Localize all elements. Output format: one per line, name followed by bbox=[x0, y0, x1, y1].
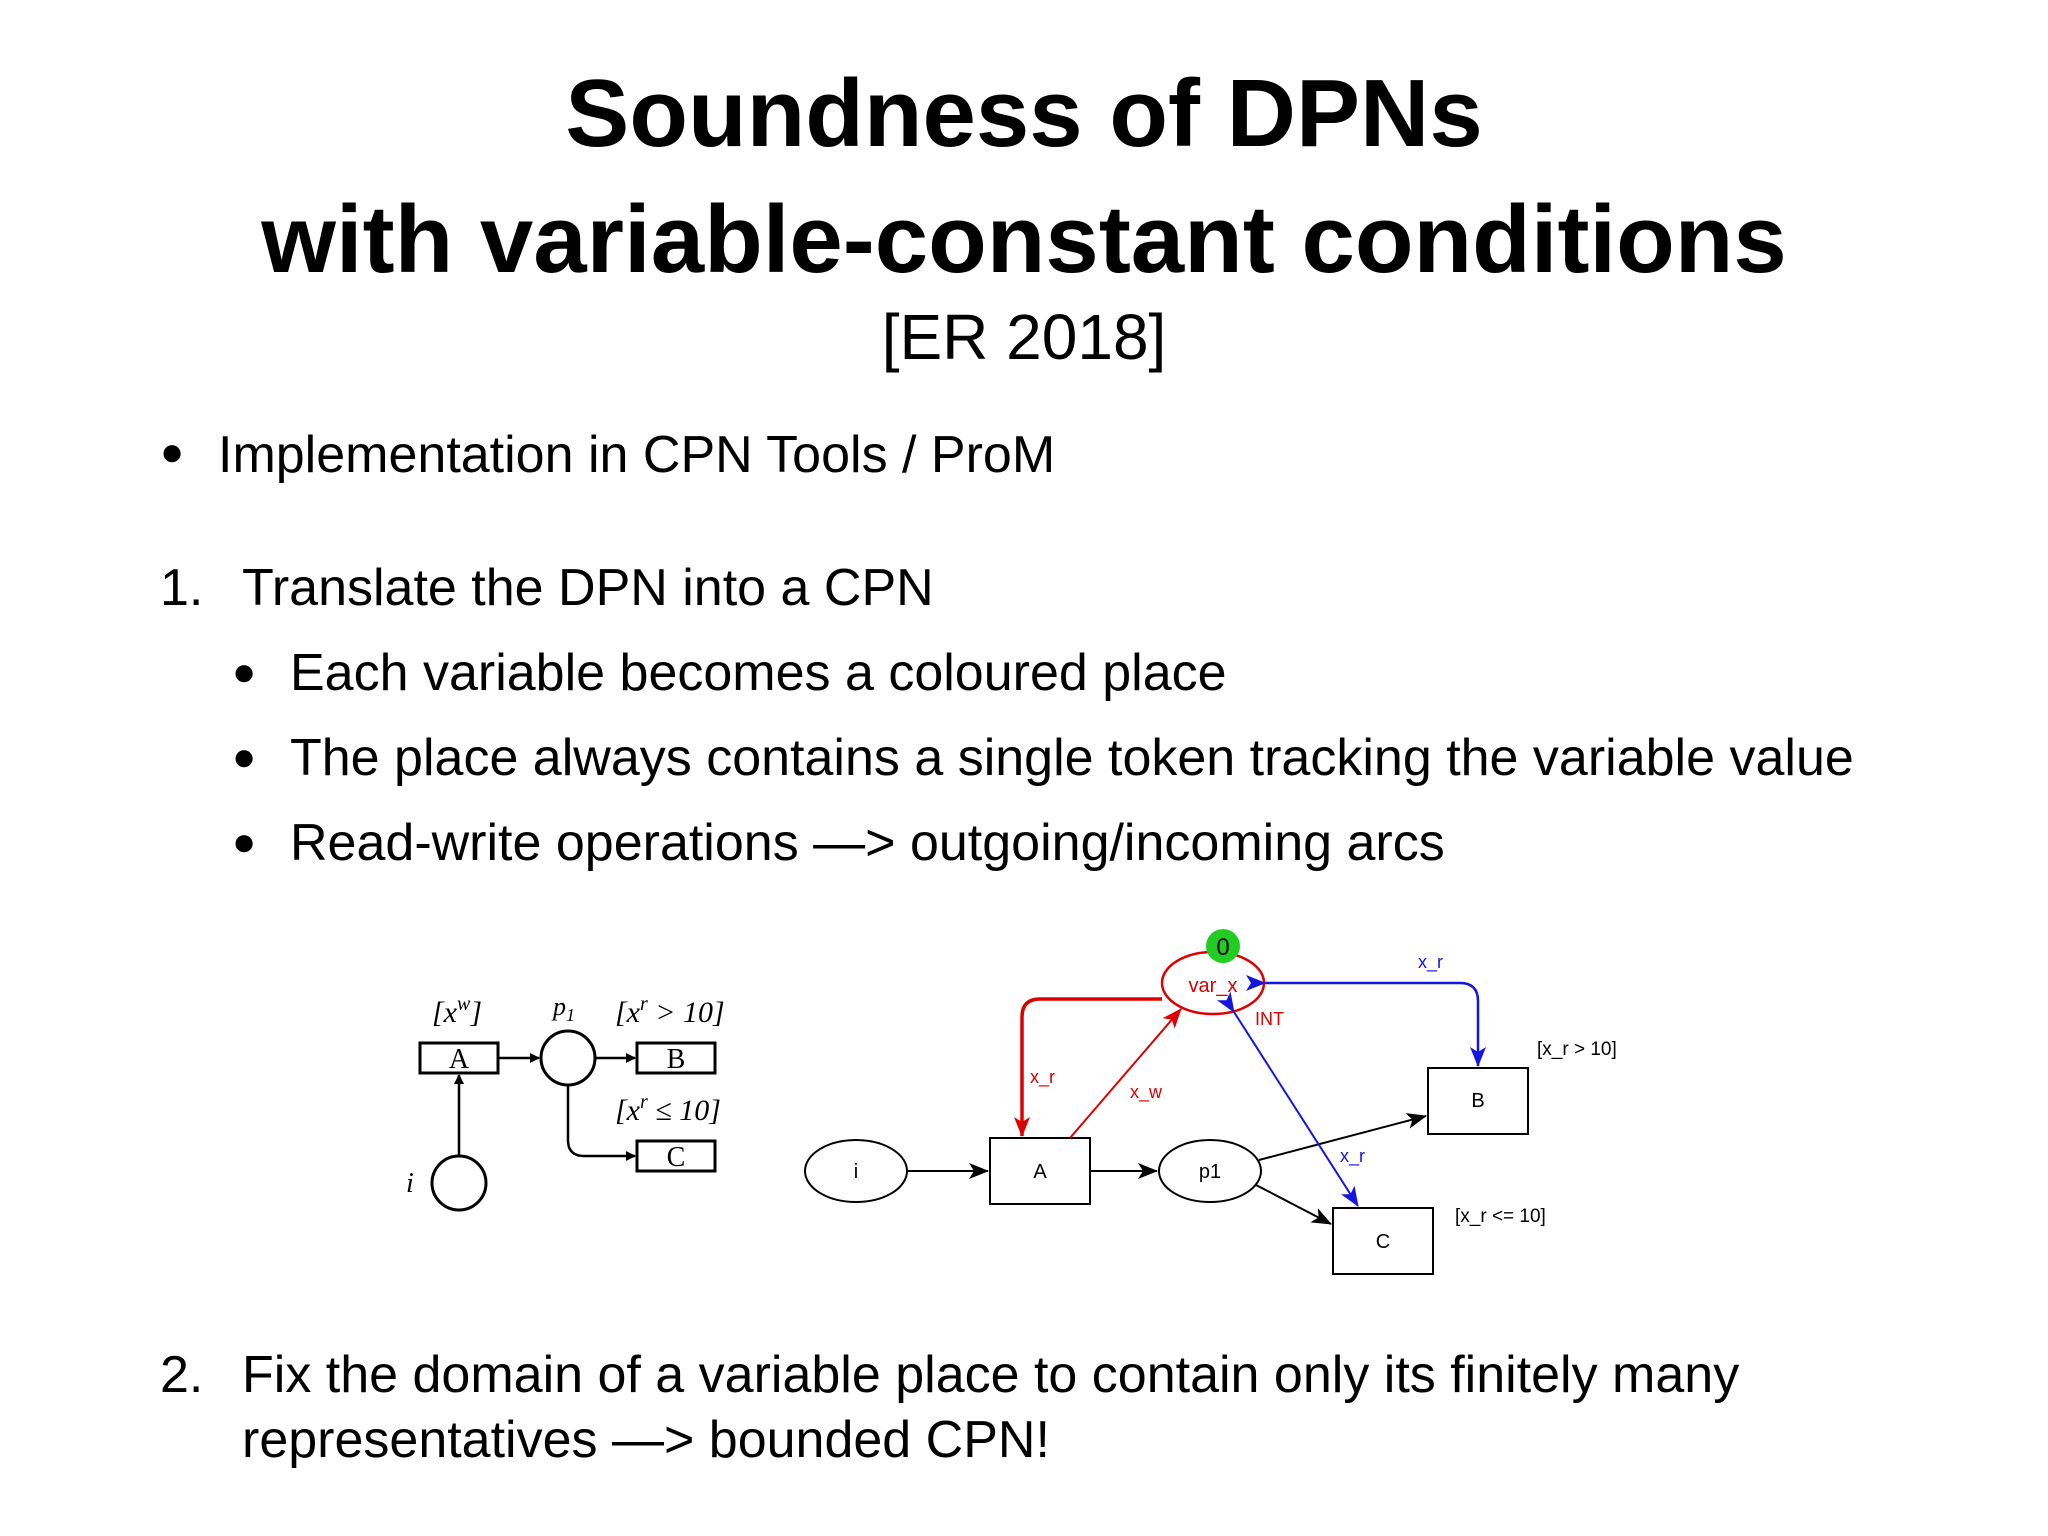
dpn-place-p1-label: $p_1$ bbox=[553, 992, 575, 1025]
cpn-arc-var-B-read bbox=[1265, 983, 1478, 1066]
cpn-guard-B: [x_r > 10] bbox=[1537, 1039, 1617, 1060]
cpn-net bbox=[805, 929, 1617, 1274]
bullet-implementation: Implementation in CPN Tools / ProM bbox=[218, 426, 1056, 484]
step2-number: 2. bbox=[160, 1346, 204, 1404]
step1-sub3: Read-write operations —> outgoing/incoming arcs bbox=[290, 814, 1445, 872]
dpn-place-i-label: i bbox=[406, 1168, 414, 1199]
bullet-dot: ● bbox=[160, 430, 185, 474]
cpn-guard-C: [x_r <= 10] bbox=[1455, 1206, 1546, 1227]
cpn-token-count: 0 bbox=[1216, 934, 1230, 961]
cpn-place-var-x-label: var_x bbox=[1188, 975, 1238, 997]
bullet-dot: ● bbox=[232, 650, 257, 694]
cpn-arc-var-A-label: x_r bbox=[1030, 1067, 1056, 1087]
step1-sub2: The place always contains a single token tracking the variable value bbox=[290, 729, 1854, 787]
dpn-guard-A: $[x^w]$ bbox=[432, 993, 483, 1029]
dpn-transition-B-label: B bbox=[666, 1044, 686, 1075]
dpn-guard-B: $[x^r > 10]$ bbox=[615, 993, 725, 1029]
bullet-dot: ● bbox=[232, 735, 257, 779]
slide-title-line1: Soundness of DPNs bbox=[565, 60, 1483, 167]
dpn-place-p1 bbox=[541, 1031, 595, 1085]
bullet-dot: ● bbox=[232, 820, 257, 864]
step1-text: Translate the DPN into a CPN bbox=[242, 559, 934, 617]
dpn-place-i bbox=[432, 1156, 486, 1210]
cpn-transition-C-label: C bbox=[1375, 1231, 1391, 1253]
dpn-transition-C-label: C bbox=[666, 1142, 686, 1173]
cpn-arc-p1-C bbox=[1256, 1185, 1331, 1224]
dpn-guard-C: $[x^r \le 10]$ bbox=[615, 1091, 721, 1127]
step2-line1: Fix the domain of a variable place to contain only its finitely many bbox=[242, 1346, 1740, 1404]
cpn-arc-A-var-write bbox=[1070, 1009, 1181, 1138]
dpn-transition-A-label: A bbox=[448, 1044, 470, 1075]
cpn-place-p1-label: p1 bbox=[1198, 1161, 1222, 1183]
cpn-place-i-label: i bbox=[853, 1161, 859, 1183]
cpn-arc-var-B-label: x_r bbox=[1418, 952, 1444, 972]
step1-number: 1. bbox=[160, 559, 204, 617]
cpn-transition-B-label: B bbox=[1471, 1090, 1485, 1112]
slide-title-line2: with variable-constant conditions bbox=[261, 186, 1787, 293]
cpn-colour-set: INT bbox=[1255, 1009, 1284, 1029]
step1-sub1: Each variable becomes a coloured place bbox=[290, 644, 1227, 702]
dpn-net bbox=[406, 992, 725, 1210]
cpn-arc-var-C-label: x_r bbox=[1340, 1146, 1366, 1166]
slide-reference: [ER 2018] bbox=[881, 301, 1167, 373]
cpn-arc-A-var-label: x_w bbox=[1130, 1082, 1163, 1102]
cpn-transition-A-label: A bbox=[1033, 1161, 1047, 1183]
step2-line2: representatives —> bounded CPN! bbox=[242, 1411, 1050, 1469]
